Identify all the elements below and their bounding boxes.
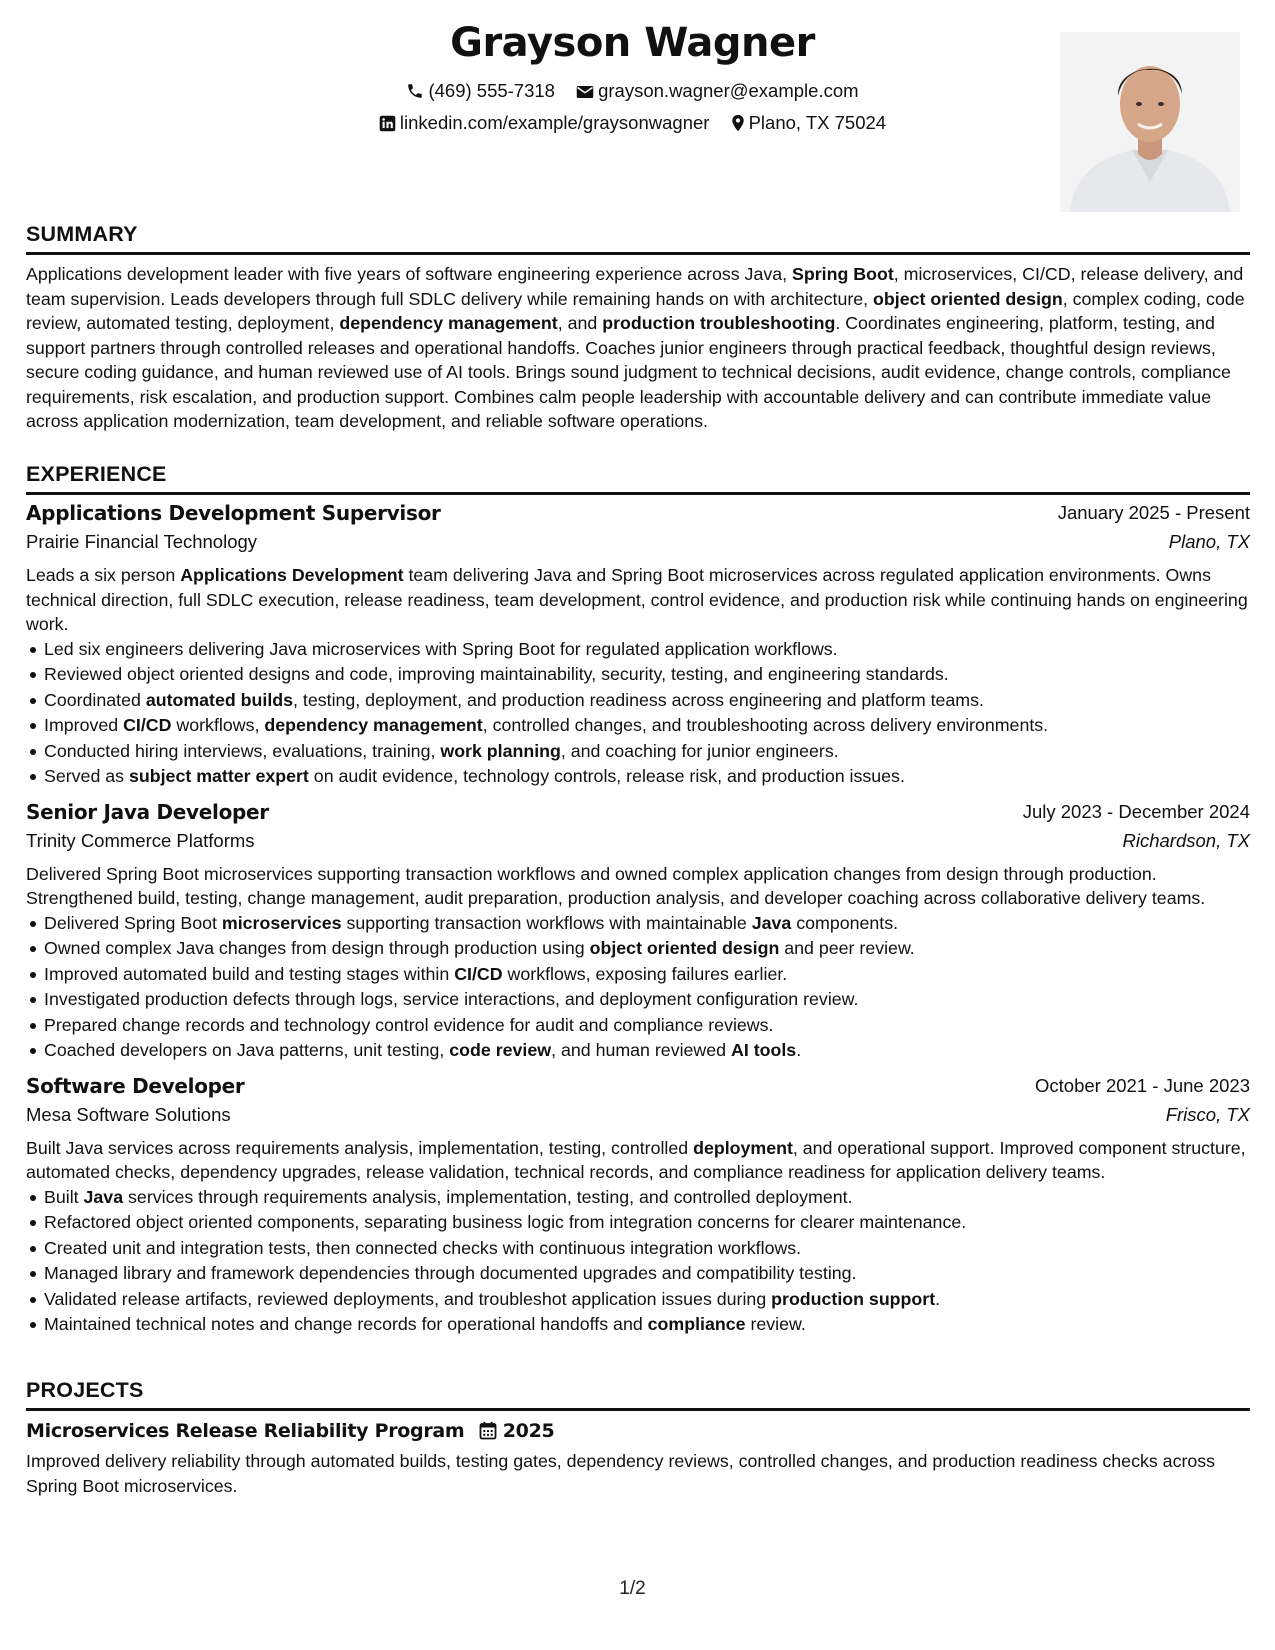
bold-keyword: subject matter expert — [129, 766, 309, 786]
summary-text: Applications development leader with five years of software engineering experience across Java, Spring Boot, microservices, CI/CD, release delivery, and team supervision. Leads developers through full SDLC delivery while remaining hands on with architecture, object oriented design, complex coding, code review, automated testing, deployment, dependency management, and production troubleshooting. Coordinates engineering, platform, testing, and support partners through controlled releases and operational handoffs. Coaches junior engineers through practical feedback, thoughtful design reviews, secure coding guidance, and human reviewed use of AI tools. Brings sound judgment to technical decisions, audit evidence, change controls, compliance requirements, risk escalation, and production support. Combines calm people leadership with accountable delivery and can contribute immediate value across application modernization, team development, and reliable software operations. — [26, 264, 1245, 431]
bullet-item: Maintained technical notes and change records for operational handoffs and compliance review. — [44, 1312, 1250, 1338]
bold-keyword: dependency management — [339, 313, 558, 333]
bold-keyword: deployment — [693, 1137, 793, 1158]
job-location: Richardson, TX — [1122, 829, 1250, 851]
project-year: 2025 — [502, 1420, 555, 1442]
company-name: Prairie Financial Technology — [26, 531, 258, 552]
summary-heading: SUMMARY — [26, 222, 1250, 255]
bullet-item: Improved CI/CD workflows, dependency management, controlled changes, and troubleshooting across delivery environments. — [44, 713, 1250, 739]
bold-keyword: dependency management — [264, 715, 483, 735]
bullet-item: Served as subject matter expert on audit evidence, technology controls, release risk, and production issues. — [44, 764, 1250, 790]
bullet-item: Created unit and integration tests, then connected checks with continuous integration workflows. — [44, 1236, 1250, 1262]
bold-keyword: production support — [771, 1288, 936, 1309]
bold-keyword: CI/CD — [454, 963, 503, 984]
contact-phone[interactable] — [406, 80, 555, 105]
bold-keyword: Applications Development — [180, 565, 404, 585]
contact-location — [731, 112, 887, 137]
bullet-item: Validated release artifacts, reviewed deployments, and troubleshot application issues during production support. — [44, 1287, 1250, 1313]
linkedin-icon — [379, 115, 396, 137]
bullet-item: Owned complex Java changes from design through production using object oriented design and peer review. — [44, 936, 1250, 962]
bold-keyword: production troubleshooting — [602, 313, 836, 333]
email-text: grayson.wagner@example.com — [598, 80, 859, 101]
bullet-item: Managed library and framework dependencies through documented upgrades and compatibility testing. — [44, 1261, 1250, 1287]
company-name: Mesa Software Solutions — [26, 1103, 231, 1125]
job-bullets — [26, 911, 1250, 1064]
job-entry — [26, 800, 1250, 1064]
job-location: Plano, TX — [1168, 531, 1250, 552]
project-entry — [26, 1420, 1250, 1498]
company-name: Trinity Commerce Platforms — [26, 829, 255, 851]
experience-heading: EXPERIENCE — [26, 462, 1250, 495]
calendar-icon — [479, 1421, 497, 1445]
phone-icon — [406, 82, 424, 105]
linkedin-text: linkedin.com/example/graysonwagner — [399, 112, 710, 133]
project-date — [479, 1420, 555, 1442]
job-entry — [26, 501, 1250, 790]
bold-keyword: object oriented design — [873, 288, 1063, 309]
bold-keyword: Java — [751, 912, 792, 933]
job-entry — [26, 1074, 1250, 1338]
projects-section — [26, 1378, 1250, 1498]
job-bullets — [26, 637, 1250, 790]
summary-section — [26, 222, 1250, 434]
bold-keyword: automated builds — [145, 689, 294, 710]
bullet-item: Refactored object oriented components, separating business logic from integration concerns for clearer maintenance. — [44, 1210, 1250, 1236]
projects-heading: PROJECTS — [26, 1378, 1250, 1411]
phone-text: (469) 555-7318 — [428, 80, 555, 101]
bold-keyword: compliance — [647, 1314, 746, 1334]
job-dates: October 2021 - June 2023 — [1035, 1074, 1250, 1096]
bold-keyword: code review — [449, 1040, 552, 1060]
bold-keyword: Spring Boot — [792, 264, 894, 284]
project-description: Improved delivery reliability through automated builds, testing gates, dependency reviews, controlled changes, and production readiness checks across Spring Boot microservices. — [26, 1451, 1216, 1496]
job-title: Software Developer — [26, 1073, 245, 1098]
candidate-name: Grayson Wagner — [450, 20, 815, 66]
job-title: Senior Java Developer — [26, 799, 269, 824]
profile-photo — [1060, 32, 1240, 212]
job-location: Frisco, TX — [1165, 1103, 1250, 1125]
bullet-item: Conducted hiring interviews, evaluations, training, work planning, and coaching for junior engineers. — [44, 739, 1250, 765]
contact-linkedin[interactable] — [379, 112, 710, 137]
bold-keyword: CI/CD — [123, 715, 172, 735]
bullet-item: Reviewed object oriented designs and code, improving maintainability, security, testing, and engineering standards. — [44, 662, 1250, 688]
bullet-item: Built Java services through requirements analysis, implementation, testing, and controlled deployment. — [44, 1185, 1250, 1211]
bullet-item: Improved automated build and testing stages within CI/CD workflows, exposing failures earlier. — [44, 962, 1250, 988]
bold-keyword: work planning — [440, 740, 561, 761]
bullet-item: Investigated production defects through logs, service interactions, and deployment configuration review. — [44, 987, 1250, 1013]
experience-section — [26, 462, 1250, 1338]
bullet-item: Coached developers on Java patterns, unit testing, code review, and human reviewed AI tools. — [44, 1038, 1250, 1064]
job-bullets — [26, 1185, 1250, 1338]
project-title: Microservices Release Reliability Program — [26, 1420, 465, 1442]
job-summary: Leads a six person Applications Development team delivering Java and Spring Boot microservices across regulated application environments. Owns technical direction, full SDLC execution, release readiness, team development, control evidence, and production risk while continuing hands on engineering work. — [26, 565, 1248, 634]
bold-keyword: Java — [83, 1186, 124, 1207]
job-dates: January 2025 - Present — [1057, 502, 1250, 523]
bold-keyword: object oriented design — [589, 938, 780, 958]
contact-email[interactable] — [576, 80, 858, 105]
page-number: 1/2 — [619, 1578, 646, 1599]
envelope-icon — [576, 83, 594, 105]
bold-keyword: microservices — [221, 912, 342, 933]
bold-keyword: AI tools — [731, 1040, 797, 1060]
job-summary: Built Java services across requirements analysis, implementation, testing, controlled deployment, and operational support. Improved component structure, automated checks, dependency upgrades, release validation, technical records, and compliance readiness for application delivery teams. — [26, 1137, 1246, 1182]
bullet-item: Coordinated automated builds, testing, deployment, and production readiness across engineering and platform teams. — [44, 688, 1250, 714]
job-summary: Delivered Spring Boot microservices supporting transaction workflows and owned complex application changes from design through production. Strengthened build, testing, change management, audit preparation, production analysis, and developer coaching across collaborative delivery teams. — [26, 863, 1206, 908]
resume-header — [0, 0, 1275, 220]
map-pin-icon — [731, 114, 745, 137]
bullet-item: Led six engineers delivering Java microservices with Spring Boot for regulated application workflows. — [44, 637, 1250, 663]
location-text: Plano, TX 75024 — [748, 112, 887, 133]
job-title: Applications Development Supervisor — [26, 501, 441, 525]
job-dates: July 2023 - December 2024 — [1022, 800, 1250, 822]
bullet-item: Prepared change records and technology control evidence for audit and compliance reviews. — [44, 1013, 1250, 1039]
bullet-item: Delivered Spring Boot microservices supporting transaction workflows with maintainable Java components. — [44, 911, 1250, 937]
